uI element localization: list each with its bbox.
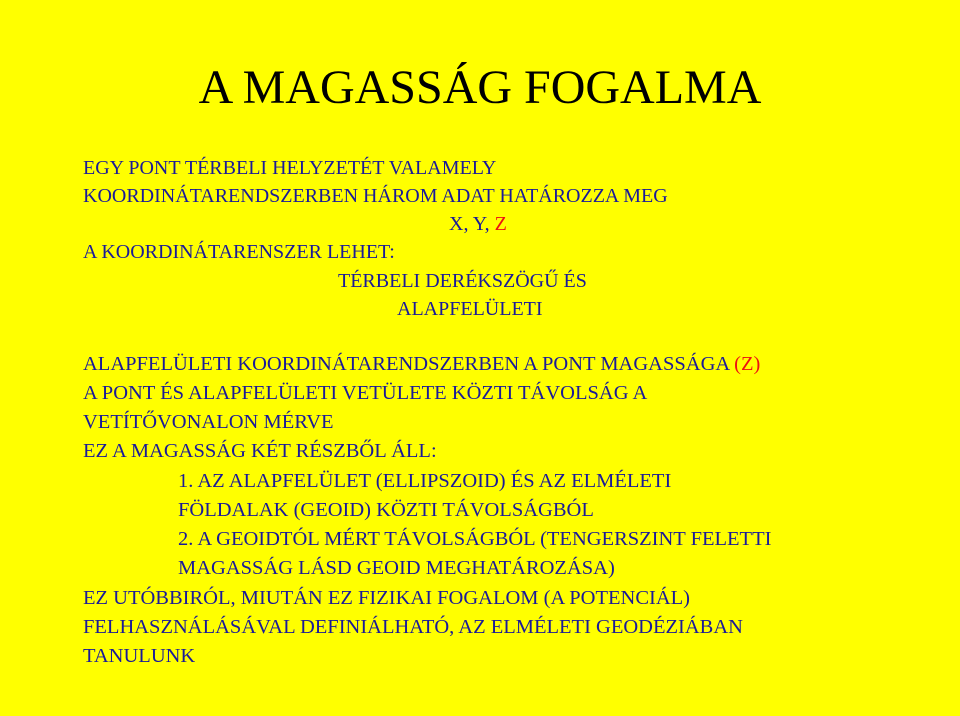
definition-line-1: EGY PONT TÉRBELI HELYZETÉT VALAMELY: [83, 157, 497, 179]
part-1-line-2: FÖLDALAK (GEOID) KÖZTI TÁVOLSÁGBÓL: [178, 499, 594, 521]
part-2-line-2: MAGASSÁG LÁSD GEOID MEGHATÁROZÁSA): [178, 557, 615, 579]
height-line-3: VETÍTŐVONALON MÉRVE: [83, 411, 334, 433]
part-1-line-1: 1. AZ ALAPFELÜLET (ELLIPSZOID) ÉS AZ ELMÉLETI: [178, 470, 672, 492]
note-line-3: TANULUNK: [83, 645, 196, 667]
page-title: A MAGASSÁG FOGALMA: [198, 61, 762, 114]
system-type-option-2: ALAPFELÜLETI: [397, 298, 543, 320]
height-line-1-text: ALAPFELÜLETI KOORDINÁTARENDSZERBEN A PONT MAGASSÁGA: [83, 353, 735, 375]
definition-line-2: KOORDINÁTARENDSZERBEN HÁROM ADAT HATÁROZZA MEG: [83, 185, 668, 207]
height-line-2: A PONT ÉS ALAPFELÜLETI VETÜLETE KÖZTI TÁVOLSÁG A: [83, 382, 648, 404]
part-2-line-1: 2. A GEOIDTÓL MÉRT TÁVOLSÁGBÓL (TENGERSZINT FELETTI: [178, 528, 772, 550]
coordinates-line: [449, 211, 507, 237]
coordinates-xy: X, Y,: [449, 213, 495, 235]
note-line-2: FELHASZNÁLÁSÁVAL DEFINIÁLHATÓ, AZ ELMÉLETI GEODÉZIÁBAN: [83, 616, 743, 638]
note-line-1: EZ UTÓBBIRÓL, MIUTÁN EZ FIZIKAI FOGALOM (A POTENCIÁL): [83, 587, 690, 609]
coordinate-z: Z: [494, 213, 507, 235]
height-z: (Z): [734, 353, 761, 375]
height-parts-intro: EZ A MAGASSÁG KÉT RÉSZBŐL ÁLL:: [83, 440, 437, 462]
system-type-intro: A KOORDINÁTARENSZER LEHET:: [83, 241, 395, 263]
system-type-option-1: TÉRBELI DERÉKSZÖGŰ ÉS: [338, 270, 587, 292]
height-line-1: [83, 351, 760, 377]
